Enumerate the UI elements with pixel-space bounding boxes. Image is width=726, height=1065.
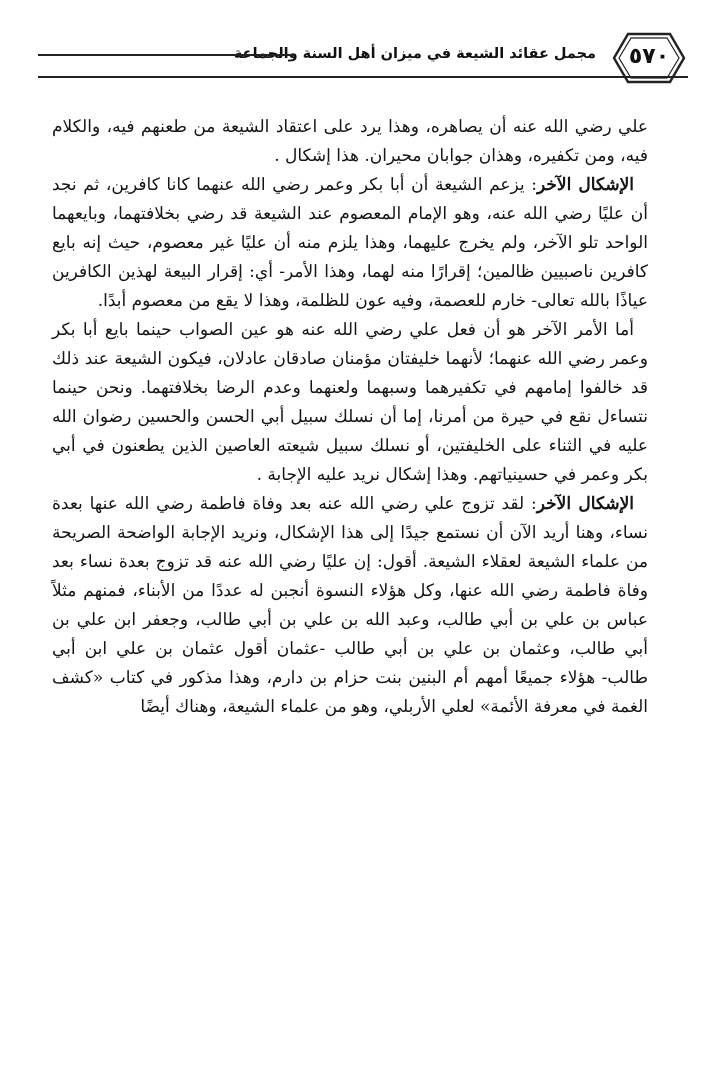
paragraph [52,171,648,316]
paragraph [52,490,648,722]
header-rule [38,76,688,78]
book-title: مجمل عقائد الشيعة في ميزان أهل السنة والجماعة [233,46,596,62]
paragraph [52,316,648,490]
paragraph-text: علي رضي الله عنه أن يصاهره، وهذا يرد على اعتقاد الشيعة من طعنهم فيه، والكلام فيه، ومن تكفيره، وهذان جوابان محيران. هذا إشكال . [52,117,648,166]
section-heading: الإشكال الآخر [536,175,634,195]
paragraph-text: : لقد تزوج علي رضي الله عنه بعد وفاة فاطمة رضي الله عنها بعدة نساء، وهنا أريد الآن أن نستمع جيدًا إلى هذا الإشكال، ونريد الإجابة الواضحة الصريحة من علماء الشيعة لعقلاء الشيعة. أقول: إن عليًا رضي الله عنه قد تزوج بعدة نساء بعد وفاة فاطمة رضي الله عنها، وكل هؤلاء النسوة أنجبن له عددًا من الأبناء، فمنهم مثلاً عباس بن علي بن أبي طالب، وعبد الله بن علي بن أبي طالب، وجعفر ابن علي بن أبي طالب، وعثمان بن علي بن أبي طالب -عثمان أقول عثمان بن علي ابن أبي طالب- هؤلاء جميعًا أمهم أم البنين بنت حزام بن دارم، وهذا مذكور في كتاب «كشف الغمة في معرفة الأئمة» لعلي الأربلي، وهو من علماء الشيعة، وهناك أيضًا [52,494,648,717]
page-number: ٥٧٠ [628,44,670,69]
paragraph-text: : يزعم الشيعة أن أبا بكر وعمر رضي الله عنهما كانا كافرين، ثم نجد أن عليًا رضي الله عنه، وهو الإمام المعصوم عند الشيعة قد رضي بخلافتهما، وبايعهما الواحد تلو الآخر، ولم يخرج عليهما، وهذا يلزم منه أن عليًا غير معصوم، حيث إنه بايع كافرين ناصبيين ظالمين؛ إقرارًا منه لهما، وهذا الأمر- أي: إقرار البيعة لهذين الكافرين عياذًا بالله تعالى- خارم للعصمة، وفيه عون للظلمة، وهذا لا يقع من معصوم أبدًا. [52,175,648,311]
header-title-line [38,54,294,56]
section-heading: الإشكال الآخر [536,494,634,514]
page-header [38,28,688,90]
page-body [52,113,648,722]
paragraph [52,113,648,171]
paragraph-text: أما الأمر الآخر هو أن فعل علي رضي الله عنه هو عين الصواب حينما بايع أبا بكر وعمر رضي الله عنهما؛ لأنهما خليفتان مؤمنان صادقان عادلان، فيكون الشيعة عند ذلك قد خالفوا إمامهم في تكفيرهما وسبهما ولعنهما وعدم الرضا بخلافتهما. ونحن حينما نتساءل نقع في حيرة من أمرنا، إما أن نسلك سبيل أبي الحسن والحسين رضوان الله عليه في الثناء على الخليفتين، أو نسلك سبيل شيعته العاصين الذين يطعنون في أبي بكر وعمر في حسينياتهم. وهذا إشكال نريد عليه الإجابة . [52,320,648,485]
